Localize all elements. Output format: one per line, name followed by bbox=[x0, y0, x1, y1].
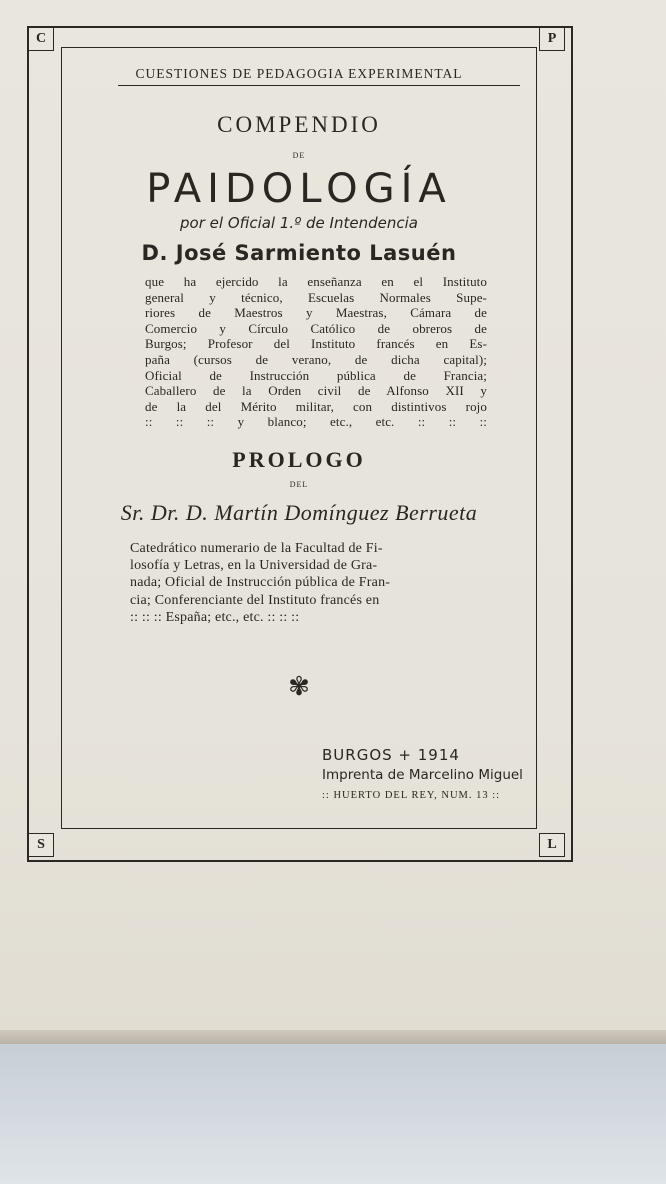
author-bio-line: que ha ejercido la enseñanza en el Instituto bbox=[145, 274, 487, 289]
corner-box-bottom-left: S bbox=[28, 833, 54, 857]
prologuist-bio-line: :: :: :: España; etc., etc. :: :: :: bbox=[130, 609, 300, 625]
author-bio-line: Comercio y Círculo Católico de obreros de bbox=[145, 320, 487, 336]
prologuist-bio bbox=[130, 540, 492, 626]
author-bio-line: Oficial de Instrucción pública de Francia; bbox=[145, 367, 487, 383]
title-connector: DE bbox=[292, 151, 306, 160]
series-underline bbox=[118, 85, 520, 86]
author-name: D. José Sarmiento Lasuén bbox=[141, 241, 457, 265]
imprint-printer: Imprenta de Marcelino Miguel bbox=[322, 767, 523, 783]
author-bio-line: general y técnico, Escuelas Normales Supe- bbox=[145, 289, 487, 305]
author-bio-line: Caballero de la Orden civil de Alfonso XII y bbox=[145, 383, 487, 399]
author-bio-line: de la del Mérito militar, con distintivos rojo bbox=[145, 398, 487, 414]
inner-border-frame bbox=[61, 47, 537, 829]
imprint-city-year: BURGOS + 1914 bbox=[322, 746, 460, 764]
author-bio-line: paña (cursos de verano, de dicha capital); bbox=[145, 351, 487, 367]
author-bio-line: riores de Maestros y Maestras, Cámara de bbox=[145, 305, 487, 321]
prologuist-bio-line: cia; Conferenciante del Instituto francés en bbox=[130, 592, 380, 608]
prologue-label: PROLOGO bbox=[232, 447, 366, 472]
corner-box-top-right: P bbox=[539, 27, 565, 51]
prologuist-bio-line: losofía y Letras, en la Universidad de Gra- bbox=[130, 558, 378, 574]
background-surface bbox=[0, 1044, 666, 1184]
prologuist-name: Sr. Dr. D. Martín Domínguez Berrueta bbox=[120, 500, 478, 525]
ornament-flower-icon: ✾ bbox=[288, 672, 310, 701]
author-bio-line: Burgos; Profesor del Instituto francés en Es- bbox=[145, 336, 487, 352]
prologue-connector: DEL bbox=[289, 480, 309, 489]
author-bio-line: :: :: :: y blanco; etc., etc. :: :: :: bbox=[145, 414, 487, 430]
imprint-address: :: HUERTO DEL REY, NUM. 13 :: bbox=[322, 790, 501, 801]
author-role: por el Oficial 1.º de Intendencia bbox=[180, 214, 418, 232]
title-prefix: COMPENDIO bbox=[217, 112, 381, 137]
author-bio bbox=[145, 274, 487, 430]
page-edge bbox=[0, 1030, 666, 1044]
corner-box-top-left: C bbox=[28, 27, 54, 51]
prologuist-bio-line: Catedrático numerario de la Facultad de Fi- bbox=[130, 541, 383, 556]
series-title: CUESTIONES DE PEDAGOGIA EXPERIMENTAL bbox=[135, 66, 463, 81]
main-title: PAIDOLOGÍA bbox=[146, 166, 452, 212]
prologuist-bio-line: nada; Oficial de Instrucción pública de Fran- bbox=[130, 575, 391, 591]
corner-box-bottom-right: L bbox=[539, 833, 565, 857]
